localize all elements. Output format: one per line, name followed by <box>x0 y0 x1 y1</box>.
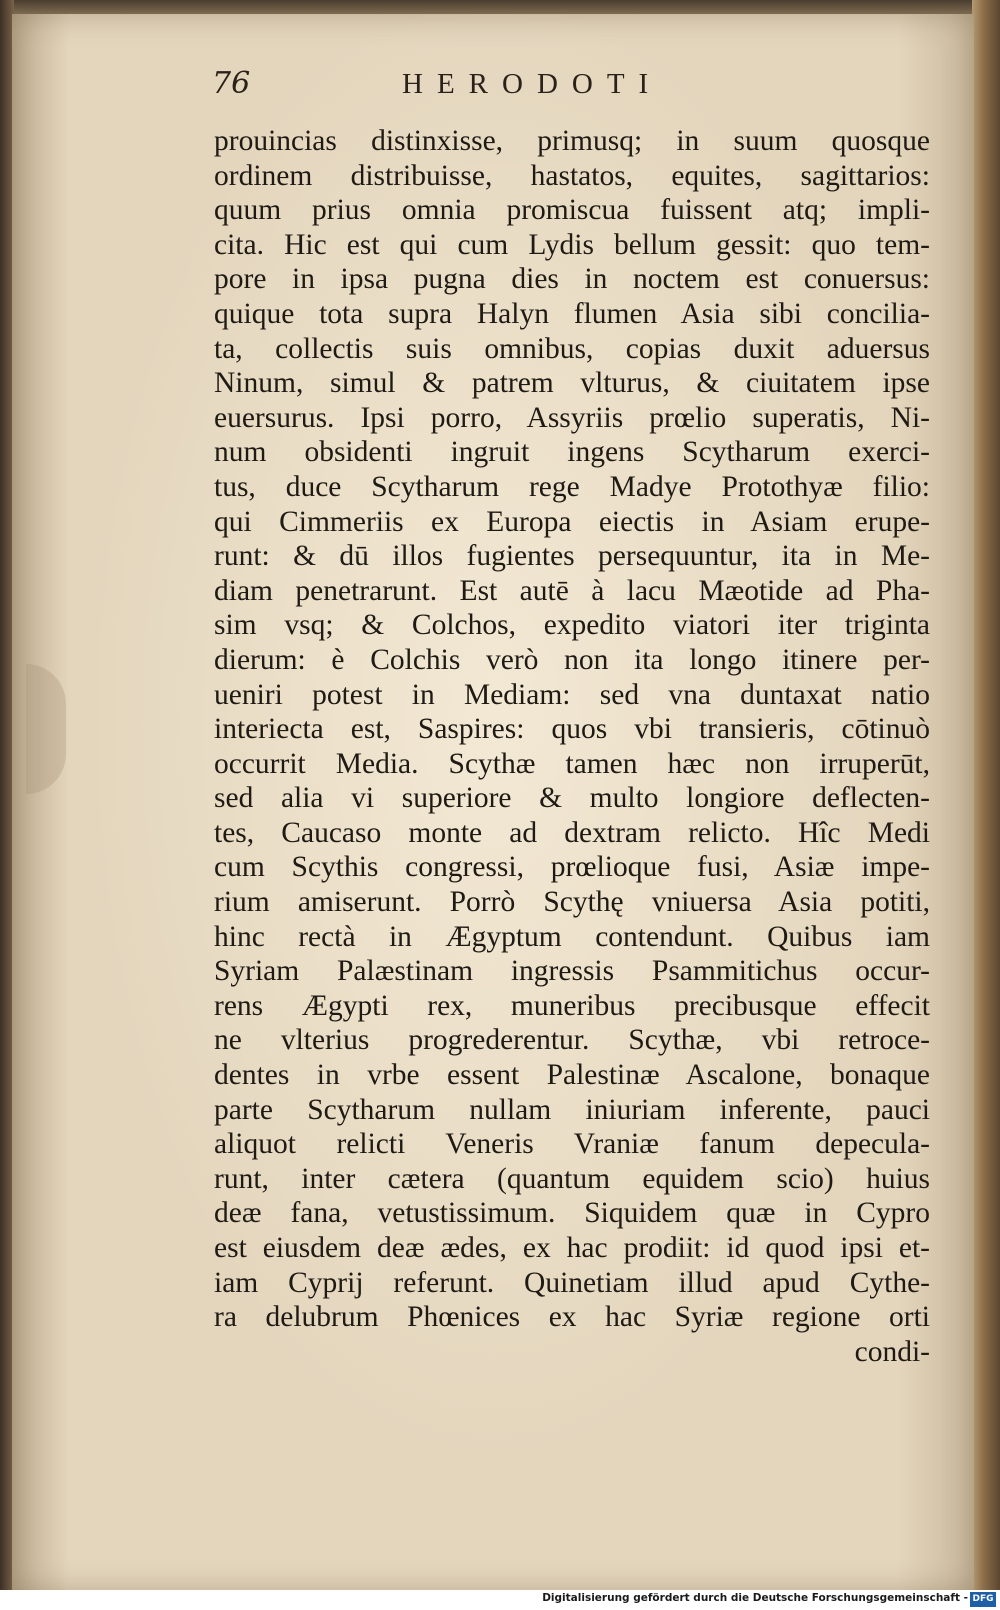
text-line: deæ fana, vetustissimum. Siquidem quæ in Cypro <box>214 1197 930 1230</box>
text-line: ne vlterius progrederentur. Scythæ, vbi retroce- <box>214 1024 930 1057</box>
text-line: parte Scytharum nullam iniuriam inferente, pauci <box>214 1093 930 1126</box>
text-line: Ninum, simul & patrem vlturus, & ciuitatem ipse <box>214 367 930 400</box>
dfg-logo: DFG <box>970 1592 996 1607</box>
text-line: quum prius omnia promiscua fuissent atq; impli- <box>214 194 930 227</box>
text-line: diam penetrarunt. Est autē à lacu Mæotide ad Pha- <box>214 574 930 607</box>
text-line: aliquot relicti Veneris Vraniæ fanum depecula- <box>214 1128 930 1161</box>
text-line: ta, collectis suis omnibus, copias duxit aduersus <box>214 332 930 365</box>
catchword: condi- <box>854 1335 930 1368</box>
text-line: cita. Hic est qui cum Lydis bellum gessit: quo tem- <box>214 228 930 261</box>
body-text <box>214 124 930 1369</box>
text-line: ra delubrum Phœnices ex hac Syriæ regione orti <box>214 1301 930 1334</box>
text-line: pore in ipsa pugna dies in noctem est conuersus: <box>214 263 930 296</box>
text-line: dierum: è Colchis verò non ita longo itinere per- <box>214 643 930 676</box>
text-line: interiecta est, Saspires: quos vbi transieris, cōtinuò <box>214 713 930 746</box>
text-line: runt, inter cætera (quantum equidem scio) huius <box>214 1162 930 1195</box>
text-line: sim vsq; & Colchos, expedito viatori iter triginta <box>214 609 930 642</box>
text-line: hinc rectà in Ægyptum contendunt. Quibus iam <box>214 920 930 953</box>
text-line: tus, duce Scytharum rege Madye Protothyæ filio: <box>214 470 930 503</box>
text-line: num obsidenti ingruit ingens Scytharum exerci- <box>214 436 930 469</box>
digitization-note: Digitalisierung gefördert durch die Deutsche Forschungsgemeinschaft - <box>542 1592 968 1604</box>
page-stain <box>26 664 66 794</box>
page-number: 76 <box>212 66 251 101</box>
text-line: occurrit Media. Scythæ tamen hæc non irruperūt, <box>214 747 930 780</box>
text-line: rens Ægypti rex, muneribus precibusque effecit <box>214 989 930 1022</box>
text-line: sed alia vi superiore & multo longiore deflecten- <box>214 782 930 815</box>
text-line: rium amiserunt. Porrò Scythę vniuersa Asia potiti, <box>214 886 930 919</box>
text-line: est eiusdem deæ ædes, ex hac prodiit: id quod ipsi et- <box>214 1232 930 1264</box>
book-fore-edge <box>972 0 1000 1590</box>
text-line: runt: & dū illos fugientes persequuntur, ita in Me- <box>214 540 930 573</box>
running-title: HERODOTI <box>402 68 663 100</box>
text-line: dentes in vrbe essent Palestinæ Ascalone, bonaque <box>214 1059 930 1092</box>
text-line: ordinem distribuisse, hastatos, equites, sagittarios: <box>214 159 930 192</box>
text-line: cum Scythis congressi, prœlioque fusi, Asiæ impe- <box>214 851 930 884</box>
text-line: euersurus. Ipsi porro, Assyriis prœlio superatis, Ni- <box>214 401 930 434</box>
text-line: iam Cyprij referunt. Quinetiam illud apud Cythe- <box>214 1266 930 1299</box>
text-line: Syriam Palæstinam ingressis Psammitichus occur- <box>214 955 930 988</box>
text-line: quique tota supra Halyn flumen Asia sibi concilia- <box>214 297 930 330</box>
text-line: tes, Caucaso monte ad dextram relicto. Hîc Medi <box>214 816 930 849</box>
text-line: ueniri potest in Mediam: sed vna duntaxat natio <box>214 678 930 711</box>
page-header <box>212 66 932 106</box>
text-line: prouincias distinxisse, primusq; in suum quosque <box>214 125 930 157</box>
text-line: qui Cimmeriis ex Europa eiectis in Asiam erupe- <box>214 505 930 538</box>
digitization-footer <box>0 1590 1000 1610</box>
